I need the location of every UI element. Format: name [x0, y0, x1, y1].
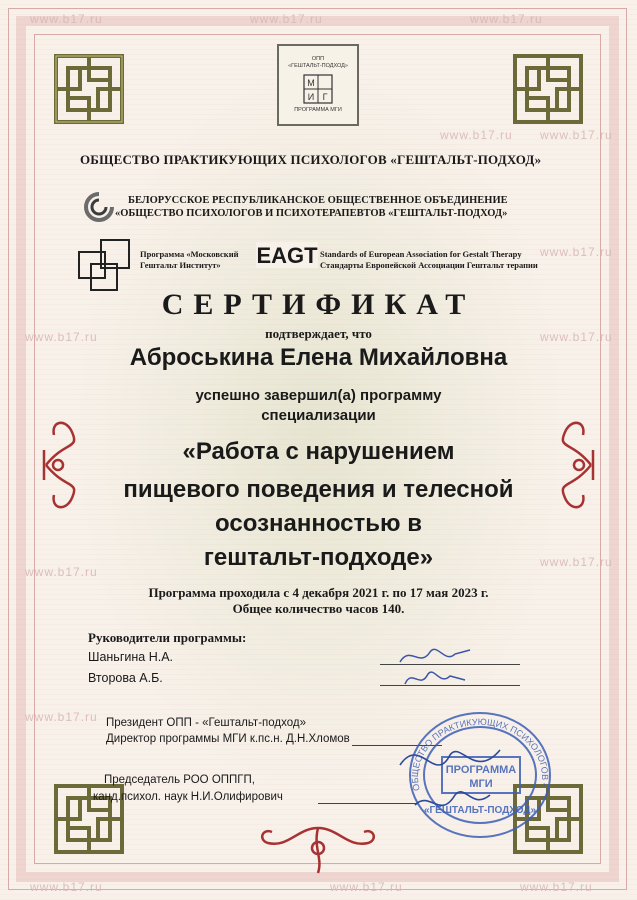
program-dates: Программа проходила с 4 декабря 2021 г. по 17 мая 2023 г. — [148, 585, 489, 600]
moscow-program-line: Гештальт Институт» — [140, 260, 221, 270]
opp-mgi-logo — [277, 44, 359, 126]
signature-vtorova — [400, 664, 470, 692]
moscow-institute-logo-icon — [77, 238, 133, 294]
certificate-title: СЕРТИФИКАТ — [161, 288, 476, 321]
watermark: www.b17.ru — [470, 12, 543, 26]
watermark: www.b17.ru — [520, 880, 593, 894]
program-title-line: пищевого поведения и телесной — [123, 476, 514, 503]
svg-text:ОБЩЕСТВО ПРАКТИКУЮЩИХ ПСИХОЛОГ — [380, 695, 550, 792]
watermark: www.b17.ru — [540, 245, 613, 259]
recipient-name: Аброськина Елена Михайловна — [129, 344, 508, 371]
logo-line: ПРОГРАММА МГИ — [294, 107, 342, 113]
logo-line: ОПП — [311, 56, 325, 62]
program-title-line: гештальт-подходе» — [203, 544, 434, 571]
stamp-outer-text: ОБЩЕСТВО ПРАКТИКУЮЩИХ ПСИХОЛОГОВ • — [409, 716, 551, 792]
eagt-standards-ru: Стандарты Европейской Ассоциации Гештальт терапии — [320, 260, 538, 270]
eagt-standards-en: Standards of European Association for Gestalt Therapy — [320, 249, 522, 259]
watermark: www.b17.ru — [30, 880, 103, 894]
mark-letter: И — [307, 92, 315, 102]
chair-name: канд.психол. наук Н.И.Олифирович — [93, 791, 283, 803]
chair-title: Председатель РОО ОППГП, — [104, 774, 255, 786]
watermark: www.b17.ru — [25, 330, 98, 344]
mark-letter: Г — [322, 92, 328, 102]
watermark: www.b17.ru — [25, 565, 98, 579]
eagt-logo — [256, 240, 318, 270]
leaders-label: Руководители программы: — [88, 630, 247, 645]
watermark: www.b17.ru — [540, 555, 613, 569]
watermark: www.b17.ru — [440, 128, 513, 142]
stamp-center-text: МГИ — [469, 778, 493, 790]
stamp-center-text: ПРОГРАММА — [445, 764, 517, 776]
logo-line: «ГЕШТАЛЬТ-ПОДХОД» — [288, 63, 348, 69]
stamp-bottom-text: «ГЕШТАЛЬТ-ПОДХОД» — [423, 805, 537, 816]
moscow-program-line: Программа «Московский — [140, 249, 239, 259]
watermark: www.b17.ru — [250, 12, 323, 26]
mgi-mark-icon — [303, 74, 333, 104]
watermark: www.b17.ru — [330, 880, 403, 894]
belarus-org-line1: БЕЛОРУССКОЕ РЕСПУБЛИКАНСКОЕ ОБЩЕСТВЕННОЕ ОБЪЕДИНЕНИЕ — [128, 195, 508, 206]
president-title: Президент ОПП - «Гештальт-подход» — [106, 717, 306, 729]
corner-knot-ornament — [50, 50, 128, 128]
program-hours: Общее количество часов 140. — [232, 601, 405, 616]
watermark: www.b17.ru — [540, 128, 613, 142]
belarus-org-logo-icon — [82, 190, 116, 224]
organization-stamp — [380, 695, 570, 855]
mark-letter: М — [307, 78, 315, 88]
program-director-title: Директор программы МГИ к.пс.н. Д.Н.Хломов — [106, 733, 350, 745]
watermark: www.b17.ru — [30, 12, 103, 26]
belarus-org-line2: «ОБЩЕСТВО ПСИХОЛОГОВ И ПСИХОТЕРАПЕВТОВ «ГЕШТАЛЬТ-ПОДХОД» — [115, 208, 508, 219]
watermark: www.b17.ru — [25, 710, 98, 724]
program-title-line: осознанностью в — [215, 510, 422, 537]
bottom-filigree-ornament — [258, 818, 378, 878]
corner-knot-ornament — [509, 50, 587, 128]
eagt-logo-text: EAGT — [256, 243, 318, 268]
completed-text-line1: успешно завершил(а) программу — [195, 387, 442, 404]
completed-text-line2: специализации — [261, 407, 376, 424]
moscow-program-label — [140, 249, 239, 271]
org-main-title: ОБЩЕСТВО ПРАКТИКУЮЩИХ ПСИХОЛОГОВ «ГЕШТАЛЬТ-ПОДХОД» — [80, 152, 542, 167]
leader-name: Второва А.Б. — [88, 671, 163, 685]
leader-name: Шаньгина Н.А. — [88, 650, 174, 664]
watermark: www.b17.ru — [540, 330, 613, 344]
program-title-line: «Работа с нарушением — [182, 438, 455, 465]
confirms-text: подтверждает, что — [265, 326, 372, 341]
